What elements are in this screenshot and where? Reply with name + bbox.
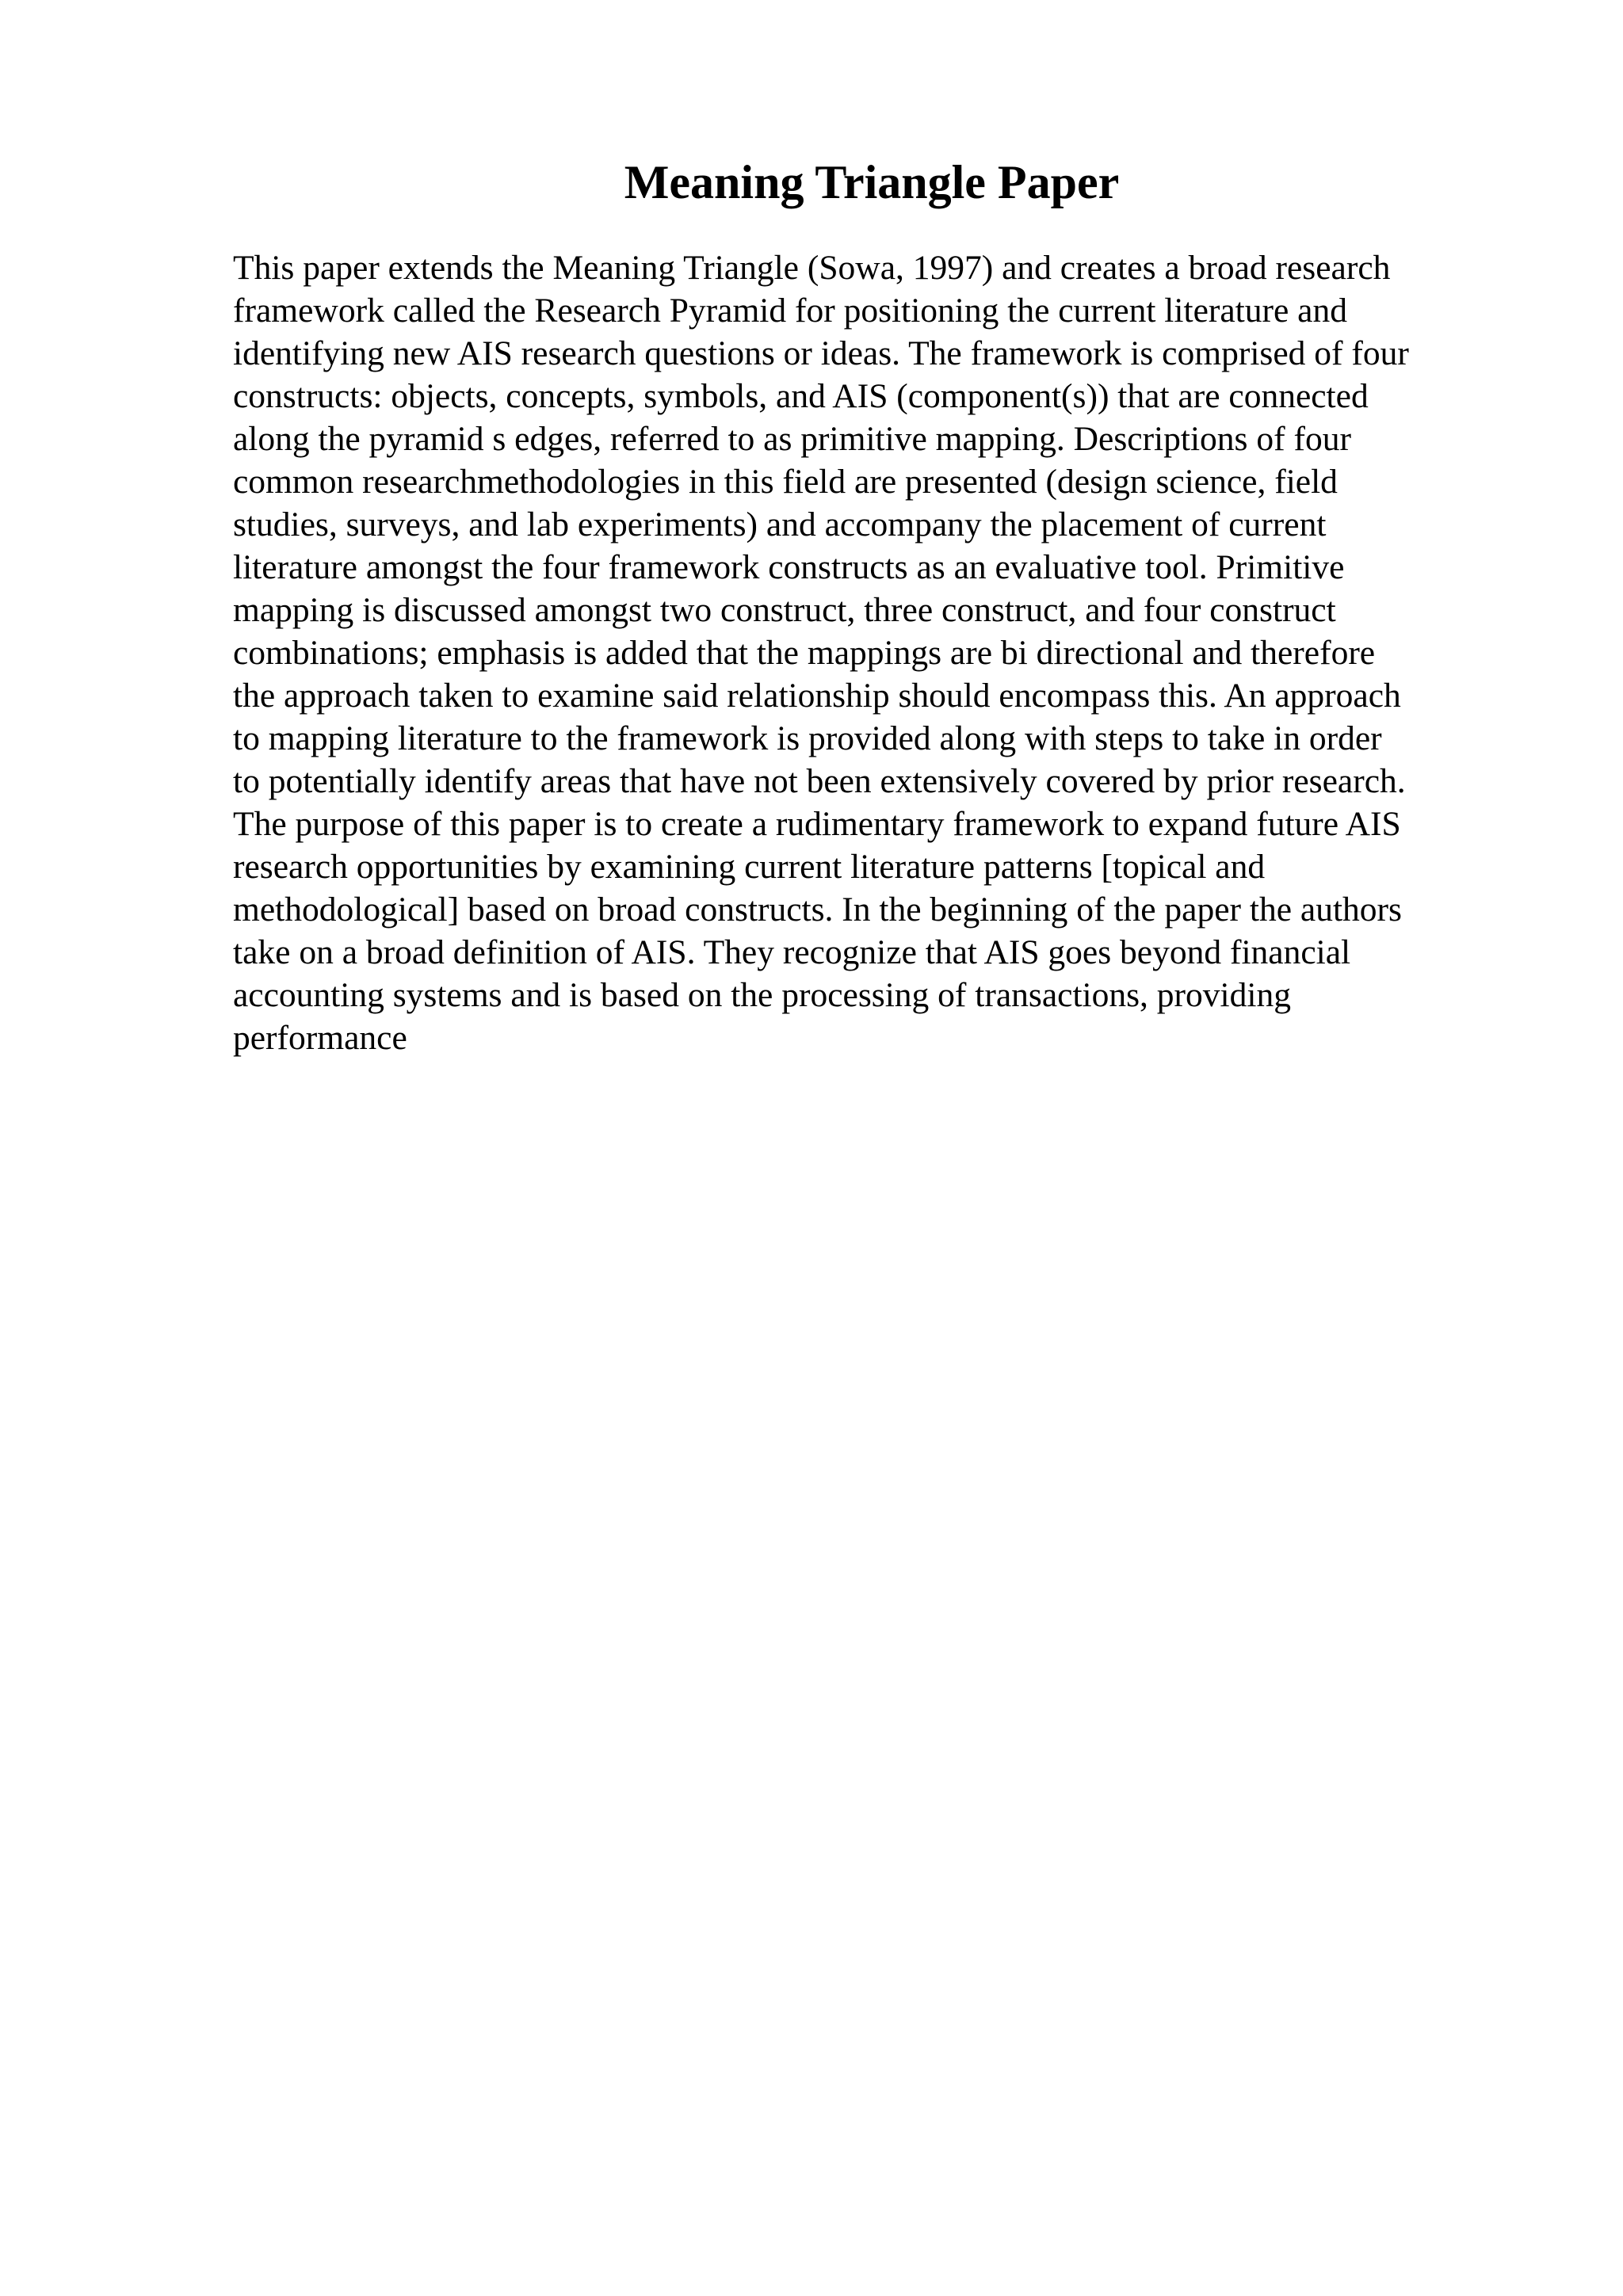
paragraph-line: the approach taken to examine said relationship should encompass this. An approach bbox=[233, 677, 1401, 715]
paragraph-line: identifying new AIS research questions or ideas. The framework is comprised of four bbox=[233, 334, 1409, 372]
paragraph-line: performance bbox=[233, 1019, 407, 1057]
abstract-paragraph bbox=[233, 246, 1549, 1059]
paragraph-line: to mapping literature to the framework is provided along with steps to take in order bbox=[233, 719, 1382, 757]
paragraph-line: constructs: objects, concepts, symbols, and AIS (component(s)) that are connected bbox=[233, 377, 1369, 415]
paragraph-line: The purpose of this paper is to create a rudimentary framework to expand future AIS bbox=[233, 805, 1401, 843]
document-title: Meaning Triangle Paper bbox=[624, 156, 1120, 208]
paragraph-line: literature amongst the four framework constructs as an evaluative tool. Primitive bbox=[233, 548, 1345, 586]
paragraph-line: mapping is discussed amongst two construct, three construct, and four construct bbox=[233, 591, 1336, 629]
paragraph-line: to potentially identify areas that have not been extensively covered by prior research. bbox=[233, 762, 1406, 800]
paragraph-line: This paper extends the Meaning Triangle (Sowa, 1997) and creates a broad research bbox=[233, 249, 1391, 287]
paragraph-line: methodological] based on broad constructs. In the beginning of the paper the authors bbox=[233, 891, 1402, 929]
paragraph-line: along the pyramid s edges, referred to as primitive mapping. Descriptions of four bbox=[233, 420, 1351, 458]
paragraph-line: combinations; emphasis is added that the mappings are bi directional and therefore bbox=[233, 634, 1376, 672]
paragraph-line: common researchmethodologies in this field are presented (design science, field bbox=[233, 463, 1338, 501]
paragraph-line: research opportunities by examining current literature patterns [topical and bbox=[233, 848, 1266, 886]
paragraph-line: studies, surveys, and lab experiments) and accompany the placement of current bbox=[233, 505, 1327, 543]
paragraph-line: framework called the Research Pyramid for positioning the current literature and bbox=[233, 292, 1347, 330]
paragraph-line: take on a broad definition of AIS. They recognize that AIS goes beyond financial bbox=[233, 933, 1351, 971]
paragraph-line: accounting systems and is based on the processing of transactions, providing bbox=[233, 976, 1291, 1014]
